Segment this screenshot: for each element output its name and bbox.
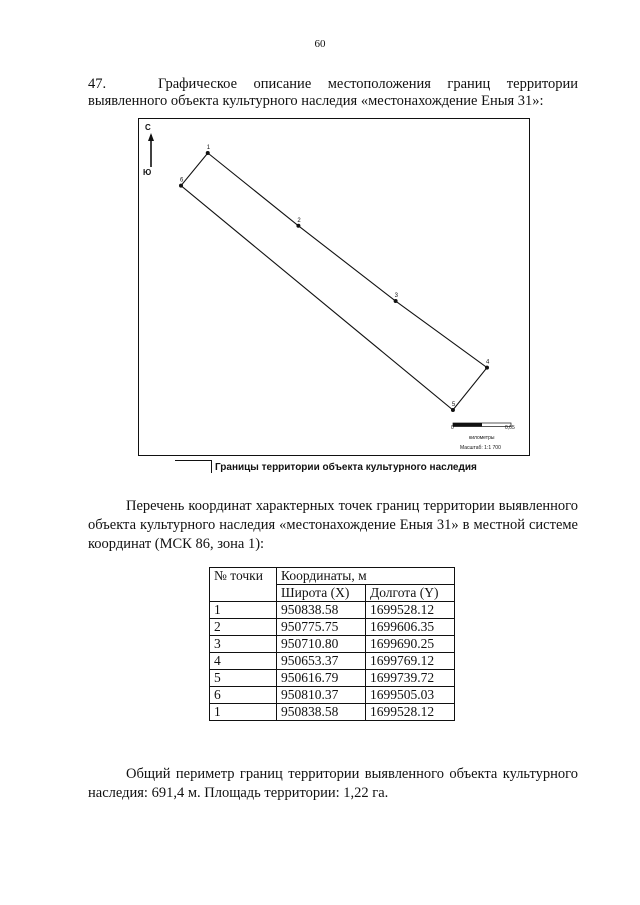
table-row bbox=[210, 636, 455, 653]
cell-x: 950838.58 bbox=[277, 602, 366, 619]
map-legend bbox=[175, 460, 477, 473]
boundary-point-label: 3 bbox=[394, 293, 398, 300]
coordinates-intro bbox=[88, 497, 578, 554]
cell-point: 4 bbox=[210, 653, 277, 670]
boundary-plot bbox=[139, 119, 529, 455]
boundary-point-marker bbox=[206, 151, 210, 155]
table-row bbox=[210, 619, 455, 636]
table-row bbox=[210, 653, 455, 670]
table-row bbox=[210, 687, 455, 704]
page-number: 60 bbox=[314, 38, 326, 50]
cell-x: 950710.80 bbox=[277, 636, 366, 653]
boundary-point-label: 6 bbox=[180, 177, 184, 184]
boundary-point-label: 1 bbox=[206, 145, 211, 151]
boundary-point-marker bbox=[394, 299, 398, 303]
boundary-point-marker bbox=[451, 408, 455, 412]
section-number: 47. bbox=[88, 76, 107, 92]
coordinates-table bbox=[209, 567, 455, 721]
cell-y: 1699606.35 bbox=[366, 619, 455, 636]
col-x-header: Широта (X) bbox=[277, 585, 366, 602]
table-row bbox=[210, 602, 455, 619]
cell-y: 1699769.12 bbox=[366, 653, 455, 670]
boundary-point-marker bbox=[296, 224, 300, 228]
cell-y: 1699690.25 bbox=[366, 636, 455, 653]
table-row bbox=[210, 670, 455, 687]
boundary-point-label: 5 bbox=[451, 401, 456, 408]
cell-x: 950775.75 bbox=[277, 619, 366, 636]
cell-x: 950653.37 bbox=[277, 653, 366, 670]
compass-south-label: Ю bbox=[143, 168, 152, 177]
cell-y: 1699739.72 bbox=[366, 670, 455, 687]
scale-text: Масштаб: 1:1 700 bbox=[460, 445, 501, 451]
table-header-row bbox=[210, 568, 455, 585]
cell-point: 6 bbox=[210, 687, 277, 704]
boundary-point-marker bbox=[179, 184, 183, 188]
scale-zero-label: 0 bbox=[451, 425, 454, 431]
legend-label: Границы территории объекта культурного наследия bbox=[215, 462, 477, 473]
scale-unit-label: километры bbox=[469, 435, 495, 441]
boundary-map bbox=[138, 118, 530, 456]
heading-line-2: выявленного объекта культурного наследия «местонахождение Еныя 31»: bbox=[88, 93, 544, 109]
cell-point: 3 bbox=[210, 636, 277, 653]
boundary-point-label: 4 bbox=[486, 359, 490, 366]
cell-point: 5 bbox=[210, 670, 277, 687]
section-heading bbox=[88, 76, 578, 110]
boundary-polygon bbox=[181, 153, 487, 410]
table-row bbox=[210, 704, 455, 721]
heading-line-1: Графическое описание местоположения границ территории bbox=[158, 76, 578, 92]
legend-line-swatch bbox=[175, 460, 212, 473]
boundary-point-label: 2 bbox=[297, 217, 301, 224]
cell-point: 2 bbox=[210, 619, 277, 636]
cell-point: 1 bbox=[210, 602, 277, 619]
cell-y: 1699528.12 bbox=[366, 602, 455, 619]
compass-north-label: С bbox=[145, 123, 151, 132]
cell-y: 1699505.03 bbox=[366, 687, 455, 704]
cell-point: 1 bbox=[210, 704, 277, 721]
summary-text: Общий периметр границ территории выявленного объекта культурного наследия: 691,4 м. Площадь территории: 1,22 га. bbox=[88, 766, 578, 801]
scale-end-label: 0,05 bbox=[505, 425, 515, 431]
cell-x: 950810.37 bbox=[277, 687, 366, 704]
cell-x: 950616.79 bbox=[277, 670, 366, 687]
col-y-header: Долгота (Y) bbox=[366, 585, 455, 602]
scale-bar bbox=[453, 423, 511, 427]
cell-x: 950838.58 bbox=[277, 704, 366, 721]
col-coords-header: Координаты, м bbox=[277, 568, 455, 585]
col-point-header: № точки bbox=[210, 568, 277, 602]
intro-text: Перечень координат характерных точек границ территории выявленного объекта культурного наследия «местонахождение Еныя 31» в местной системе координат (МСК 86, зона 1): bbox=[88, 498, 578, 552]
cell-y: 1699528.12 bbox=[366, 704, 455, 721]
summary-paragraph bbox=[88, 765, 578, 803]
boundary-point-marker bbox=[485, 366, 489, 370]
